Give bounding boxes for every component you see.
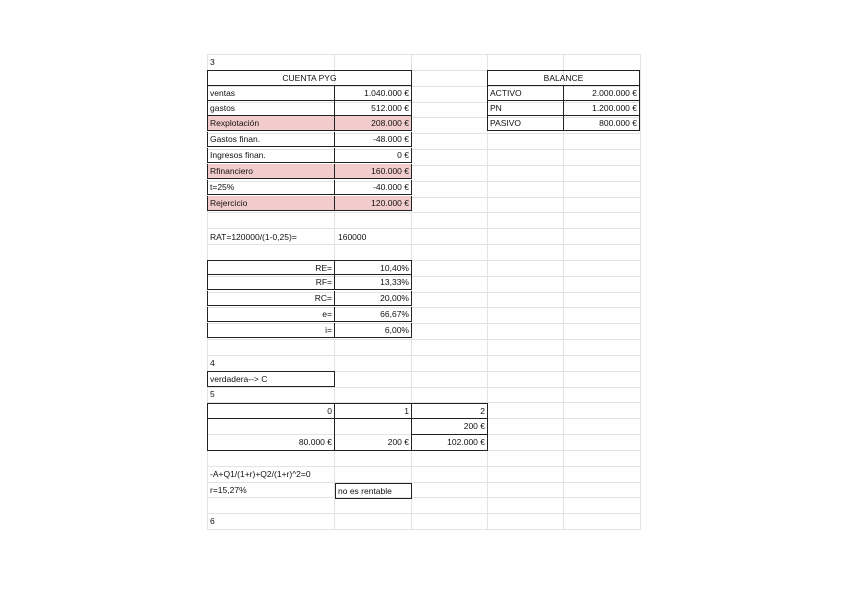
balance-value-pn[interactable]: 1.200.000 € bbox=[564, 101, 640, 116]
pyg-value-gastos[interactable]: 512.000 € bbox=[335, 101, 412, 116]
section-5-label: 5 bbox=[210, 389, 215, 399]
pyg-label-ventas[interactable]: ventas bbox=[207, 86, 335, 101]
pyg-label-gastos[interactable]: gastos bbox=[207, 101, 335, 116]
period-0[interactable]: 0 bbox=[207, 403, 335, 419]
section-6-label: 6 bbox=[210, 516, 215, 526]
pyg-label-rejercicio[interactable]: Rejercicio bbox=[207, 196, 335, 211]
grid-line bbox=[207, 339, 640, 340]
profitability-verdict[interactable]: no es rentable bbox=[335, 483, 412, 499]
grid-line bbox=[207, 228, 640, 229]
ratio-value-re[interactable]: 10,40% bbox=[335, 260, 412, 275]
pyg-label-tax[interactable]: t=25% bbox=[207, 180, 335, 195]
section-4-answer[interactable]: verdadera--> C bbox=[207, 371, 335, 387]
ratio-value-e[interactable]: 66,67% bbox=[335, 307, 412, 322]
ratio-label-e[interactable]: e= bbox=[207, 307, 335, 322]
rat-formula[interactable]: RAT=120000/(1-0,25)= bbox=[210, 232, 297, 242]
balance-label-pn[interactable]: PN bbox=[487, 101, 564, 116]
irr-equation[interactable]: -A+Q1/(1+r)+Q2/(1+r)^2=0 bbox=[210, 469, 311, 479]
period-2[interactable]: 2 bbox=[412, 403, 488, 419]
pyg-title[interactable]: CUENTA PYG bbox=[207, 70, 412, 86]
flow-period-1[interactable]: 200 € bbox=[335, 435, 412, 451]
pyg-label-rexplotacion[interactable]: Rexplotación bbox=[207, 116, 335, 131]
section-3-label: 3 bbox=[210, 57, 215, 67]
grid-line bbox=[207, 212, 640, 213]
flow-empty-0[interactable] bbox=[207, 419, 335, 435]
pyg-value-rexplotacion[interactable]: 208.000 € bbox=[335, 116, 412, 131]
flow-period-0[interactable]: 80.000 € bbox=[207, 435, 335, 451]
ratio-label-rf[interactable]: RF= bbox=[207, 275, 335, 290]
ratio-label-rc[interactable]: RC= bbox=[207, 291, 335, 306]
section-4-label: 4 bbox=[210, 358, 215, 368]
pyg-label-ingresos-finan[interactable]: Ingresos finan. bbox=[207, 148, 335, 163]
pyg-value-gastos-finan[interactable]: -48.000 € bbox=[335, 132, 412, 147]
extra-value-period-2[interactable]: 200 € bbox=[412, 419, 488, 435]
ratio-label-i[interactable]: i= bbox=[207, 323, 335, 338]
pyg-value-rejercicio[interactable]: 120.000 € bbox=[335, 196, 412, 211]
ratio-value-i[interactable]: 6,00% bbox=[335, 323, 412, 338]
rat-value[interactable]: 160000 bbox=[338, 232, 367, 242]
balance-label-activo[interactable]: ACTIVO bbox=[487, 86, 564, 101]
pyg-value-ventas[interactable]: 1.040.000 € bbox=[335, 86, 412, 101]
grid-line bbox=[207, 529, 640, 530]
flow-empty-1[interactable] bbox=[335, 419, 412, 435]
pyg-label-gastos-finan[interactable]: Gastos finan. bbox=[207, 132, 335, 147]
pyg-value-rfinanciero[interactable]: 160.000 € bbox=[335, 164, 412, 179]
ratio-value-rf[interactable]: 13,33% bbox=[335, 275, 412, 290]
period-1[interactable]: 1 bbox=[335, 403, 412, 419]
balance-label-pasivo[interactable]: PASIVO bbox=[487, 116, 564, 131]
grid-line bbox=[640, 54, 641, 530]
balance-value-activo[interactable]: 2.000.000 € bbox=[564, 86, 640, 101]
ratio-label-re[interactable]: RE= bbox=[207, 260, 335, 275]
flow-period-2[interactable]: 102.000 € bbox=[412, 435, 488, 451]
balance-title[interactable]: BALANCE bbox=[487, 70, 640, 86]
pyg-value-ingresos-finan[interactable]: 0 € bbox=[335, 148, 412, 163]
pyg-value-tax[interactable]: -40.000 € bbox=[335, 180, 412, 195]
ratio-value-rc[interactable]: 20,00% bbox=[335, 291, 412, 306]
irr-rate[interactable]: r=15,27% bbox=[210, 485, 247, 495]
balance-value-pasivo[interactable]: 800.000 € bbox=[564, 116, 640, 131]
pyg-label-rfinanciero[interactable]: Rfinanciero bbox=[207, 164, 335, 179]
